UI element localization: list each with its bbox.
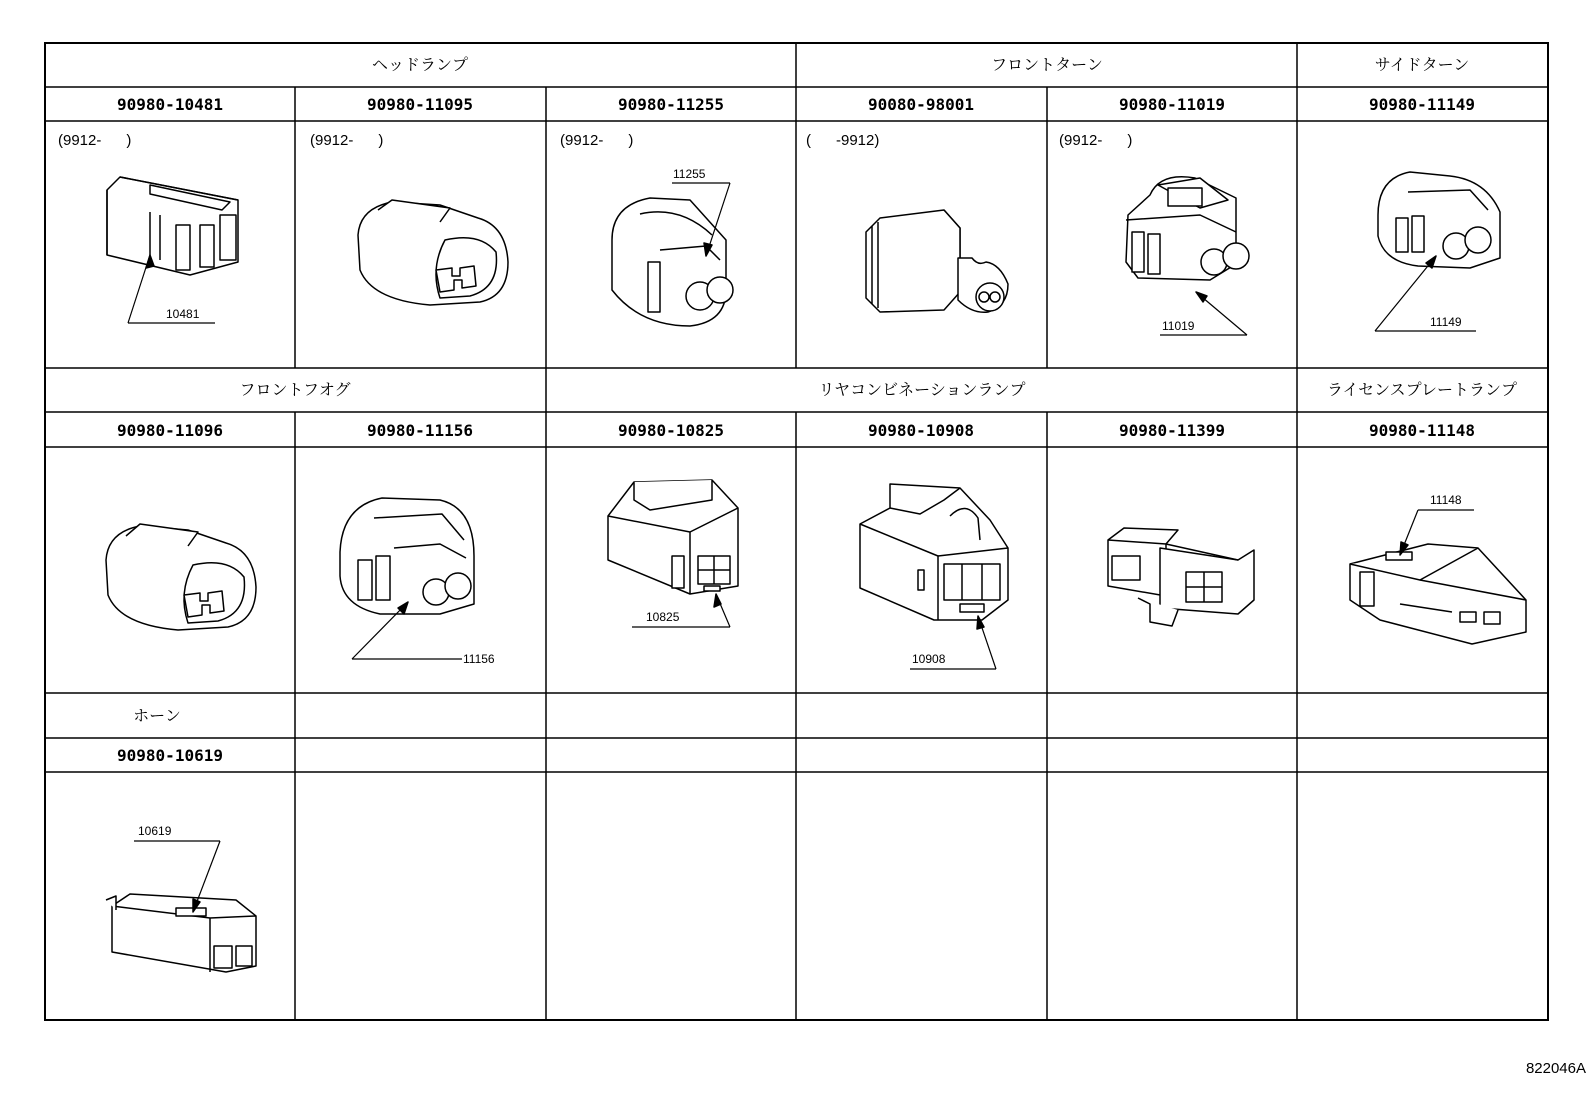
group-license-plate: ライセンスプレートランプ: [1327, 380, 1517, 399]
date-note: (9912- ): [560, 132, 634, 149]
group-front-turn: フロントターン: [991, 55, 1103, 74]
document-id: 822046A: [1525, 1060, 1586, 1077]
connector-11156-drawing: [340, 498, 474, 614]
part-number: 90980-10619: [117, 746, 223, 765]
connector-11148-drawing: [1350, 544, 1526, 644]
part-number: 90980-11096: [117, 421, 223, 440]
connector-11399-drawing: [1108, 528, 1254, 626]
part-number: 90980-11255: [618, 95, 724, 114]
callout-label: 10481: [166, 307, 200, 321]
callout-label: 11019: [1162, 319, 1195, 333]
part-number: 90980-10908: [868, 421, 974, 440]
group-side-turn: サイドターン: [1374, 55, 1470, 74]
table-grid: [45, 43, 1548, 1020]
connector-11095-drawing: [358, 200, 508, 305]
date-note: (9912- ): [58, 132, 132, 149]
part-number: 90080-98001: [868, 95, 974, 114]
connector-10619-drawing: [106, 894, 256, 972]
connector-11019-drawing: [1126, 177, 1249, 280]
date-note: (9912- ): [1059, 132, 1133, 149]
group-horn: ホーン: [133, 706, 181, 725]
group-headlamp: ヘッドランプ: [371, 55, 469, 74]
part-number: 90980-10481: [117, 95, 223, 114]
connector-98001-drawing: [866, 210, 1008, 312]
connector-11149-drawing: [1378, 172, 1500, 268]
part-number: 90980-11399: [1119, 421, 1225, 440]
part-number: 90980-11156: [367, 421, 473, 440]
connector-10825-drawing: [608, 480, 738, 594]
callout-label: 11149: [1430, 315, 1462, 329]
group-front-fog: フロントフオグ: [239, 380, 351, 399]
callout-label: 10908: [912, 652, 946, 666]
callout-label: 10619: [138, 824, 172, 838]
part-number: 90980-11148: [1369, 421, 1475, 440]
part-number: 90980-11149: [1369, 95, 1475, 114]
callout-label: 11156: [463, 652, 495, 666]
callout-label: 10825: [646, 610, 680, 624]
part-number: 90980-11095: [367, 95, 473, 114]
date-note: ( -9912): [806, 132, 880, 149]
part-number: 90980-11019: [1119, 95, 1225, 114]
part-number: 90980-10825: [618, 421, 724, 440]
callout-label: 11255: [673, 167, 706, 181]
date-note: (9912- ): [310, 132, 384, 149]
connector-10908-drawing: [860, 484, 1008, 620]
connector-11255-drawing: [612, 198, 733, 326]
connector-11096-drawing: [106, 524, 256, 630]
group-rear-combination: リヤコンビネーションランプ: [818, 380, 1026, 399]
callout-label: 11148: [1430, 493, 1462, 507]
connector-10481-drawing: [107, 177, 238, 275]
